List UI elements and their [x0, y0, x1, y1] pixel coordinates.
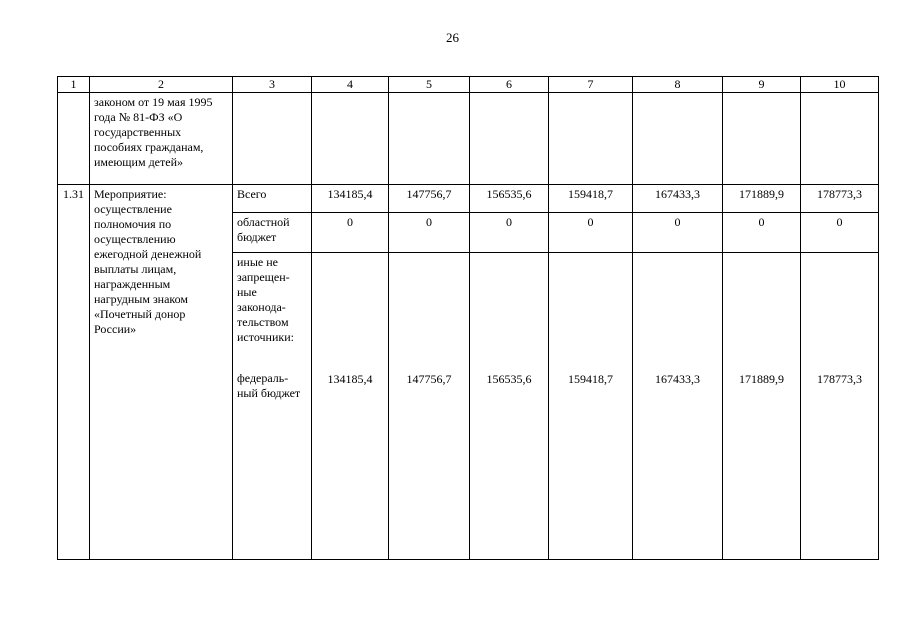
federal-value: 159418,7	[568, 372, 613, 386]
value-cell	[312, 253, 389, 560]
header-cell: 9	[723, 77, 801, 93]
header-cell: 2	[90, 77, 233, 93]
header-cell: 6	[470, 77, 549, 93]
header-cell: 7	[549, 77, 633, 93]
item-number: 1.31	[58, 185, 90, 560]
value-cell: 178773,3	[801, 185, 879, 213]
header-cell: 8	[633, 77, 723, 93]
value-cell: 156535,6	[470, 185, 549, 213]
empty-cell	[801, 93, 879, 185]
page-number: 26	[446, 30, 459, 45]
other-sources-label: иные не запрещен-ные законода-тельством источники:	[237, 255, 294, 344]
header-cell: 5	[389, 77, 470, 93]
header-cell: 10	[801, 77, 879, 93]
value-cell	[633, 253, 723, 560]
federal-value: 147756,7	[406, 372, 452, 386]
value-cell: 0	[633, 213, 723, 253]
value-cell: 167433,3	[633, 185, 723, 213]
source-label	[233, 253, 312, 560]
source-label: областной бюджет	[233, 213, 312, 253]
header-cell: 3	[233, 77, 312, 93]
continuation-text: законом от 19 мая 1995 года № 81-ФЗ «О государственных пособиях гражданам, имеющим детей»	[90, 93, 233, 185]
empty-cell	[58, 93, 90, 185]
empty-cell	[389, 93, 470, 185]
item-name: Мероприятие: осуществление полномочия по осуществлению ежегодной денежной выплаты лицам, награжденным нагрудным знаком «Почетный донор России»	[90, 185, 233, 560]
value-cell: 0	[723, 213, 801, 253]
empty-cell	[633, 93, 723, 185]
empty-cell	[233, 93, 312, 185]
federal-value: 178773,3	[817, 372, 862, 386]
value-cell	[801, 253, 879, 560]
value-cell: 159418,7	[549, 185, 633, 213]
value-cell	[549, 253, 633, 560]
empty-cell	[470, 93, 549, 185]
federal-value: 156535,6	[486, 372, 532, 386]
total-row	[58, 185, 879, 213]
value-cell: 0	[389, 213, 470, 253]
value-cell	[723, 253, 801, 560]
value-cell: 0	[470, 213, 549, 253]
federal-value: 167433,3	[655, 372, 700, 386]
header-cell: 1	[58, 77, 90, 93]
federal-budget-label: федераль-ный бюджет	[237, 371, 301, 400]
value-cell: 0	[801, 213, 879, 253]
value-cell: 147756,7	[389, 185, 470, 213]
value-cell: 171889,9	[723, 185, 801, 213]
budget-table	[57, 76, 879, 560]
value-cell: 0	[549, 213, 633, 253]
header-cell: 4	[312, 77, 389, 93]
source-label: Всего	[233, 185, 312, 213]
value-cell: 134185,4	[312, 185, 389, 213]
federal-value: 134185,4	[327, 372, 373, 386]
continuation-row	[58, 93, 879, 185]
value-cell: 0	[312, 213, 389, 253]
federal-value: 171889,9	[739, 372, 784, 386]
value-cell	[389, 253, 470, 560]
empty-cell	[549, 93, 633, 185]
header-row	[58, 77, 879, 93]
empty-cell	[312, 93, 389, 185]
value-cell	[470, 253, 549, 560]
empty-cell	[723, 93, 801, 185]
